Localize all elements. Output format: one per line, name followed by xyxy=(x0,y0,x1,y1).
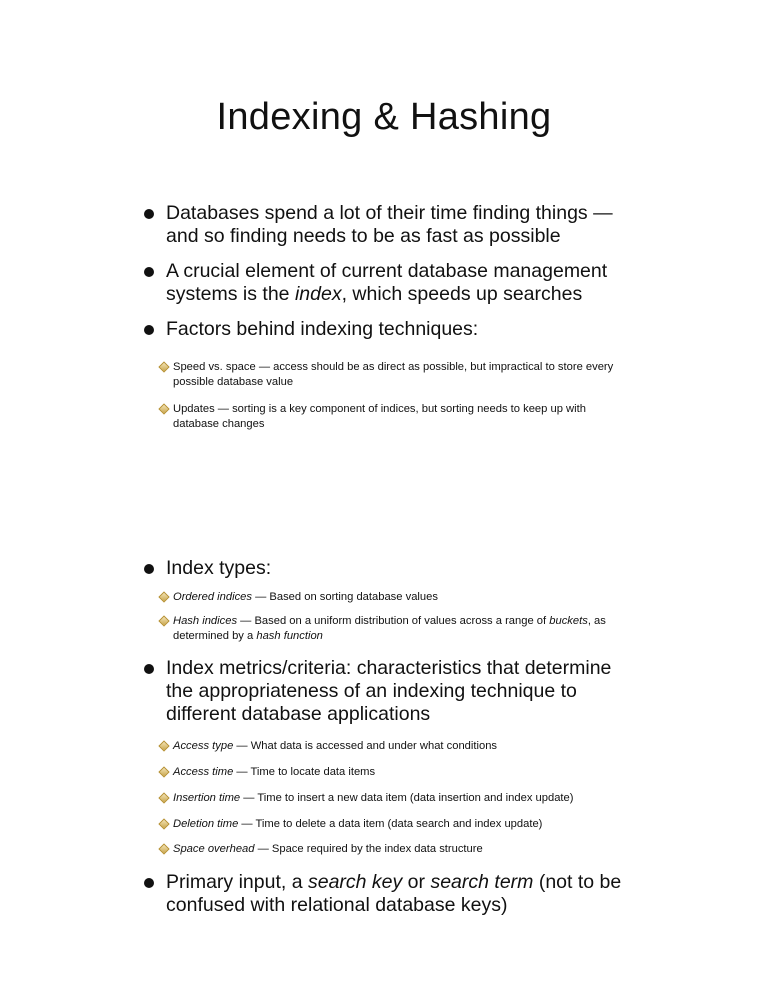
bullet-dot-icon xyxy=(144,209,154,219)
sub-item-text: Ordered indices — Based on sorting database values xyxy=(173,591,438,603)
diamond-bullet-icon xyxy=(158,766,169,777)
bullet-text: Factors behind indexing techniques: xyxy=(166,318,479,340)
bullet-dot-icon xyxy=(144,878,154,888)
sub-item xyxy=(160,791,630,806)
sub-item-text: Access time — Time to locate data items xyxy=(173,766,376,778)
diamond-bullet-icon xyxy=(158,843,169,854)
bullet-item xyxy=(144,318,624,341)
bullet-item xyxy=(144,871,624,917)
sub-item-text: Updates — sorting is a key component of indices, but sorting needs to keep up with database changes xyxy=(173,403,586,430)
bullet-text: Index types: xyxy=(166,557,272,579)
bullet-dot-icon xyxy=(144,564,154,574)
bullet-text: Databases spend a lot of their time finding things — and so finding needs to be as fast as possible xyxy=(166,202,613,247)
sub-item-text: Hash indices — Based on a uniform distribution of values across a range of buckets, as determined by a hash function xyxy=(173,615,606,642)
sub-item xyxy=(160,360,630,390)
bullet-item xyxy=(144,657,624,726)
diamond-bullet-icon xyxy=(158,818,169,829)
page-title: Indexing & Hashing xyxy=(216,96,552,138)
bullet-item xyxy=(144,202,624,248)
bullet-text: Index metrics/criteria: characteristics that determine the appropriateness of an indexing technique to different database applications xyxy=(166,657,612,725)
diamond-bullet-icon xyxy=(158,591,169,602)
sub-item xyxy=(160,614,630,644)
sub-item xyxy=(160,842,630,857)
bullet-text: Primary input, a search key or search term (not to be confused with relational database keys) xyxy=(166,871,622,916)
diamond-bullet-icon xyxy=(158,361,169,372)
bullet-dot-icon xyxy=(144,325,154,335)
sub-item-text: Speed vs. space — access should be as direct as possible, but impractical to store every possible database value xyxy=(173,361,614,388)
sub-item xyxy=(160,402,630,432)
sub-item xyxy=(160,765,630,780)
sub-item-text: Access type — What data is accessed and under what conditions xyxy=(173,740,498,752)
diamond-bullet-icon xyxy=(158,792,169,803)
bullet-item xyxy=(144,557,624,580)
diamond-bullet-icon xyxy=(158,740,169,751)
sub-item-text: Insertion time — Time to insert a new data item (data insertion and index update) xyxy=(173,792,574,804)
diamond-bullet-icon xyxy=(158,615,169,626)
sub-item xyxy=(160,739,630,754)
sub-item xyxy=(160,590,630,605)
sub-item xyxy=(160,817,630,832)
bullet-dot-icon xyxy=(144,267,154,277)
bullet-dot-icon xyxy=(144,664,154,674)
sub-item-text: Deletion time — Time to delete a data item (data search and index update) xyxy=(173,818,543,830)
bullet-item xyxy=(144,260,624,306)
sub-item-text: Space overhead — Space required by the index data structure xyxy=(173,843,483,855)
emphasis: index xyxy=(294,283,342,305)
diamond-bullet-icon xyxy=(158,403,169,414)
bullet-text: A crucial element of current database management systems is the index, which speeds up searches xyxy=(166,260,608,305)
